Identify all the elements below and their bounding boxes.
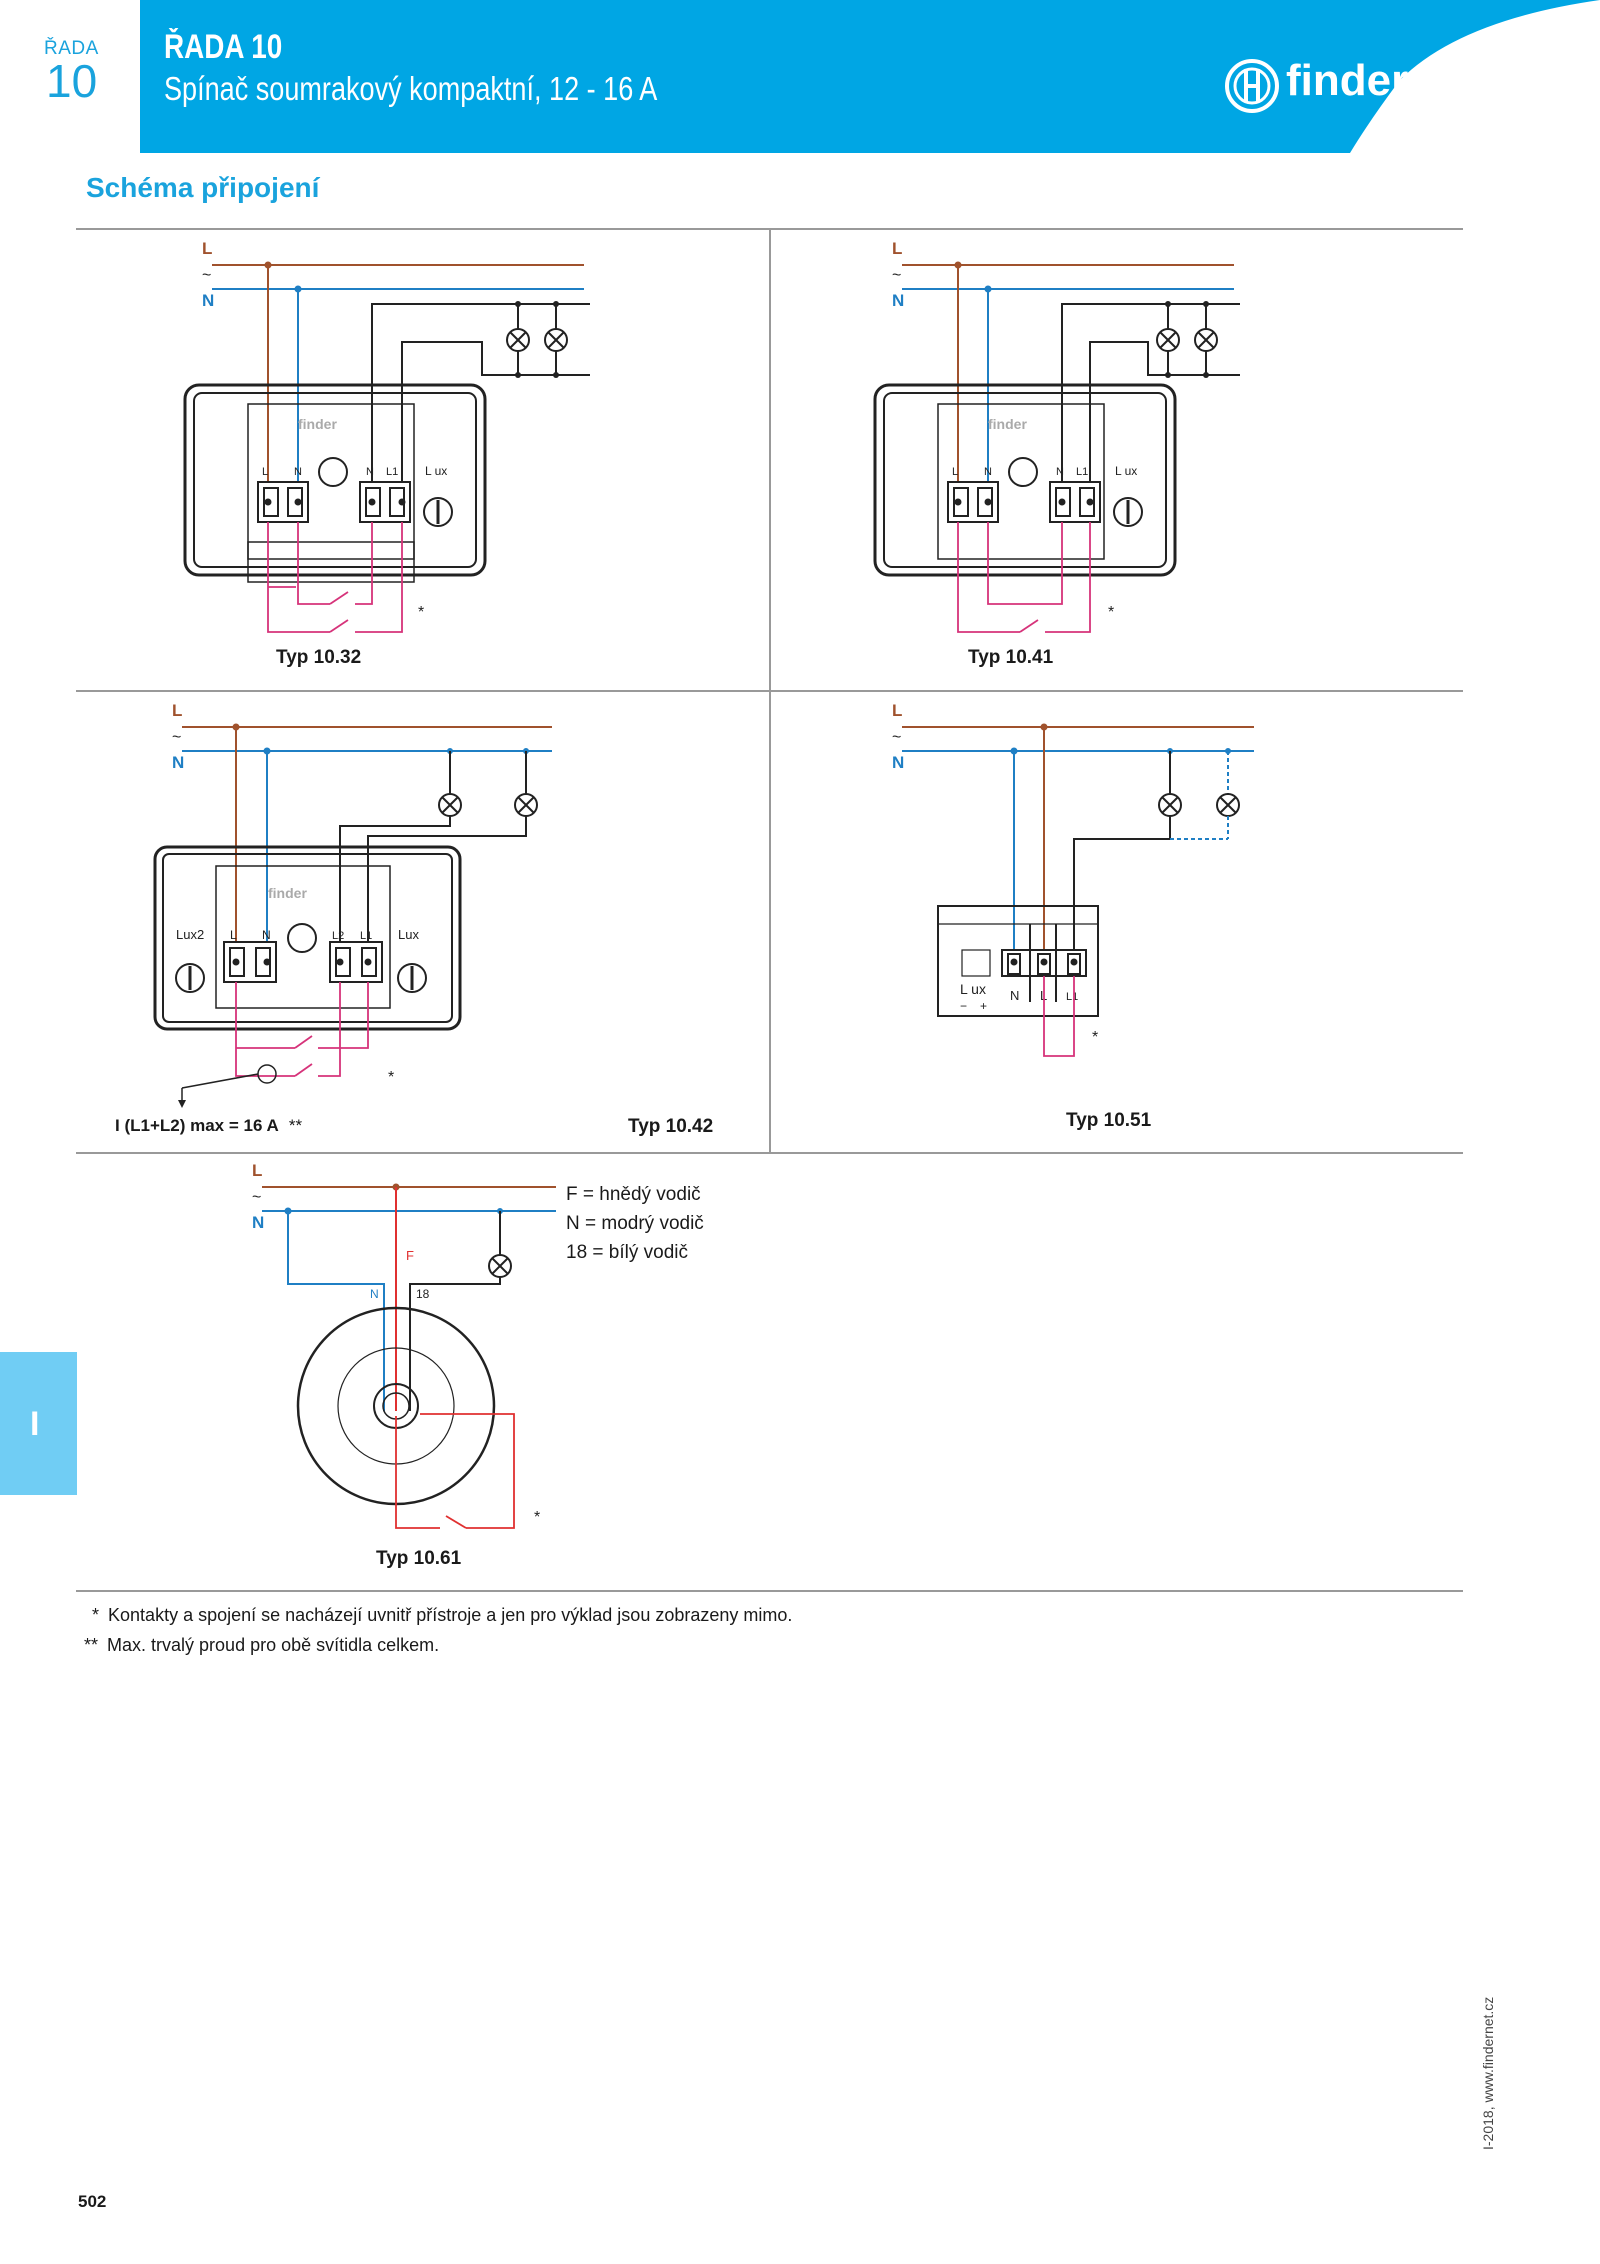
svg-text:*: *	[534, 1509, 541, 1526]
legend-item: F = hnědý vodič	[566, 1184, 701, 1205]
series-number: 10	[46, 55, 98, 107]
svg-text:N: N	[366, 466, 374, 478]
svg-text:finder: finder	[268, 885, 307, 901]
lamp-icon	[1159, 794, 1239, 816]
diagram-10-61	[230, 1156, 570, 1566]
svg-text:N: N	[892, 291, 905, 310]
svg-text:L: L	[892, 239, 903, 258]
page-number: 502	[78, 2192, 107, 2211]
svg-text:L1: L1	[1066, 991, 1079, 1003]
svg-text:Lux: Lux	[398, 927, 419, 942]
svg-text:*: *	[388, 1069, 395, 1086]
svg-text:L2: L2	[332, 930, 345, 942]
lamp-icon	[1157, 329, 1217, 351]
svg-text:F: F	[406, 1248, 414, 1263]
svg-text:*: *	[1092, 1029, 1099, 1046]
svg-text:N: N	[1010, 988, 1020, 1003]
svg-text:L1: L1	[360, 930, 373, 942]
header-title: ŘADA 10	[164, 28, 283, 66]
svg-text:Lux2: Lux2	[176, 927, 205, 942]
svg-text:*: *	[1108, 604, 1115, 621]
wiring-diagram-10-41	[870, 232, 1290, 672]
svg-text:L1: L1	[386, 466, 399, 478]
footer-vertical-text: I-2018, www.findernet.cz	[1480, 1996, 1496, 2150]
type-label-10-41: Typ 10.41	[968, 647, 1054, 668]
diagram-10-41	[870, 232, 1290, 672]
svg-text:~: ~	[202, 267, 212, 284]
current-note-10-42: I (L1+L2) max = 16 A **	[115, 1116, 303, 1135]
wiring-diagram-10-32	[180, 232, 600, 672]
svg-text:N: N	[984, 466, 992, 478]
svg-text:−: −	[960, 999, 968, 1013]
svg-text:L1: L1	[1076, 466, 1089, 478]
svg-text:finder: finder	[988, 416, 1027, 432]
svg-text:L ux: L ux	[1115, 464, 1138, 478]
type-label-10-32: Typ 10.32	[276, 647, 362, 668]
svg-text:*: *	[418, 604, 425, 621]
wiring-diagram-10-61	[230, 1156, 570, 1566]
svg-text:N: N	[202, 291, 215, 310]
svg-text:~: ~	[892, 267, 902, 284]
wire-legend	[566, 1180, 704, 1267]
footnote-2: ** Max. trvalý proud pro obě svítidla celkem.	[84, 1635, 440, 1655]
svg-text:L ux: L ux	[425, 464, 448, 478]
series-label: ŘADA	[44, 38, 99, 59]
svg-text:L: L	[172, 701, 183, 720]
svg-text:~: ~	[892, 729, 902, 746]
svg-text:L: L	[252, 1161, 263, 1180]
header-subtitle: Spínač soumrakový kompaktní, 12 - 16 A	[164, 70, 658, 107]
svg-text:N: N	[1056, 466, 1064, 478]
lamp-icon	[507, 329, 567, 351]
section-title: Schéma připojení	[86, 172, 320, 203]
lamp-icon	[439, 794, 537, 816]
footnote-1: * Kontakty a spojení se nacházejí uvnitř přístroje a jen pro výklad jsou zobrazeny mimo.	[92, 1605, 793, 1625]
svg-text:N: N	[294, 466, 302, 478]
type-label-10-61: Typ 10.61	[376, 1548, 462, 1569]
svg-text:L ux: L ux	[960, 981, 986, 997]
finder-logo-text: finder	[1286, 56, 1409, 105]
chapter-letter: I	[30, 1405, 40, 1443]
svg-text:N: N	[370, 1287, 379, 1301]
wiring-diagram-10-42	[150, 694, 570, 1114]
svg-text:N: N	[252, 1213, 265, 1232]
type-label-10-42: Typ 10.42	[628, 1116, 714, 1137]
svg-text:N: N	[172, 753, 185, 772]
brand-watermark: finder	[298, 416, 337, 432]
legend-item: N = modrý vodič	[566, 1213, 704, 1234]
lamp-icon	[489, 1255, 511, 1277]
svg-text:L: L	[1040, 988, 1048, 1003]
svg-text:L: L	[202, 239, 213, 258]
diagram-10-32	[180, 232, 600, 672]
svg-text:L: L	[952, 466, 959, 478]
svg-text:~: ~	[172, 729, 182, 746]
svg-text:18: 18	[416, 1287, 430, 1301]
svg-text:N: N	[892, 753, 905, 772]
diagram-10-51	[870, 694, 1290, 1114]
svg-text:~: ~	[252, 1189, 262, 1206]
wiring-diagram-10-51	[870, 694, 1290, 1114]
svg-text:+: +	[980, 999, 988, 1013]
diagram-10-42	[150, 694, 570, 1114]
svg-text:L: L	[262, 466, 269, 478]
svg-text:L: L	[230, 928, 237, 942]
legend-item: 18 = bílý vodič	[566, 1242, 688, 1263]
svg-text:L: L	[892, 701, 903, 720]
svg-text:N: N	[262, 928, 271, 942]
type-label-10-51: Typ 10.51	[1066, 1110, 1152, 1131]
